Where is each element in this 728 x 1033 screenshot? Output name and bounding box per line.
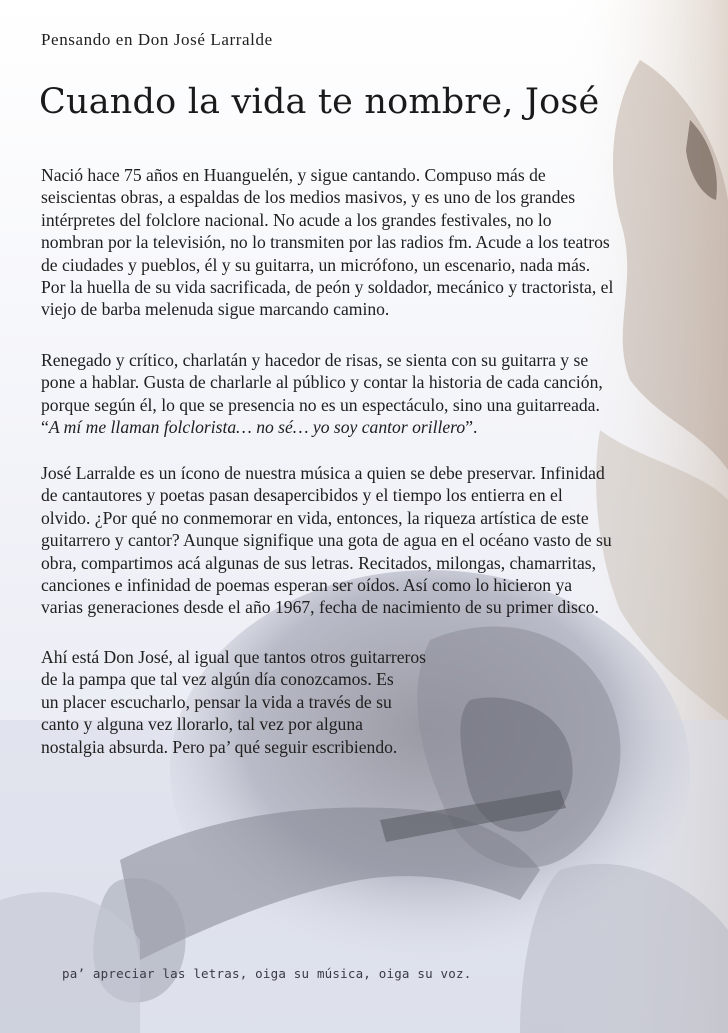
text-line: de cantautores y poetas pasan desapercibidos y el tiempo los entierra en el (41, 485, 563, 506)
text-line: varias generaciones desde el año 1967, fecha de nacimiento de su primer disco. (41, 597, 599, 618)
paragraph-3 (41, 462, 681, 619)
text-line: guitarrero y cantor? Aunque signifique una gota de agua en el océano vasto de su (41, 530, 612, 551)
text-line: canciones e infinidad de poemas esperan ser oídos. Así como lo hicieron ya (41, 575, 573, 596)
footer-note: pa’ apreciar las letras, oiga su música, oiga su voz. (62, 966, 472, 981)
text-line: de la pampa que tal vez algún día conozcamos. Es (41, 669, 394, 690)
text-line: seiscientas obras, a espaldas de los medios masivos, y es uno de los grandes (41, 187, 576, 208)
paragraph-4 (41, 646, 436, 758)
quote-text: A mí me llaman folclorista… no sé… yo soy cantor orillero (48, 417, 466, 438)
text-line: porque según él, lo que se presencia no es un espectáculo, sino una guitarreada. (41, 394, 600, 415)
text-line: un placer escucharlo, pensar la vida a través de su (41, 691, 392, 712)
text-line: canto y alguna vez llorarlo, tal vez por alguna (41, 714, 363, 735)
text-line: nostalgia absurda. Pero pa’ qué seguir escribiendo. (41, 736, 398, 757)
paragraph-1 (41, 164, 681, 321)
section-kicker: Pensando en Don José Larralde (41, 30, 273, 49)
quote-close: ”. (465, 417, 478, 438)
quote-open: “ (41, 417, 49, 438)
text-line: obra, compartimos acá algunas de sus letras. Recitados, milongas, chamarritas, (41, 552, 597, 573)
text-line: intérpretes del folclore nacional. No acude a los grandes festivales, no lo (41, 209, 552, 230)
article-title: Cuando la vida te nombre, José (39, 82, 600, 122)
text-line: Por la huella de su vida sacrificada, de peón y soldador, mecánico y tractorista, el (41, 277, 614, 298)
text-line: nombran por la televisión, no lo transmiten por las radios fm. Acude a los teatros (41, 232, 610, 253)
text-line: pone a hablar. Gusta de charlarle al público y contar la historia de cada canción, (41, 372, 603, 393)
text-line: José Larralde es un ícono de nuestra música a quien se debe preservar. Infinidad (41, 463, 605, 483)
text-line: Ahí está Don José, al igual que tantos otros guitarreros (41, 647, 427, 667)
text-line: viejo de barba melenuda sigue marcando camino. (41, 299, 390, 320)
text-line: de ciudades y pueblos, él y su guitarra, un micrófono, un escenario, nada más. (41, 254, 591, 275)
text-line: olvido. ¿Por qué no conmemorar en vida, entonces, la riqueza artística de este (41, 507, 589, 528)
quote-line (41, 416, 681, 438)
text-line: Nació hace 75 años en Huanguelén, y sigue cantando. Compuso más de (41, 165, 546, 185)
paragraph-2 (41, 349, 681, 439)
text-line: Renegado y crítico, charlatán y hacedor de risas, se sienta con su guitarra y se (41, 350, 589, 370)
